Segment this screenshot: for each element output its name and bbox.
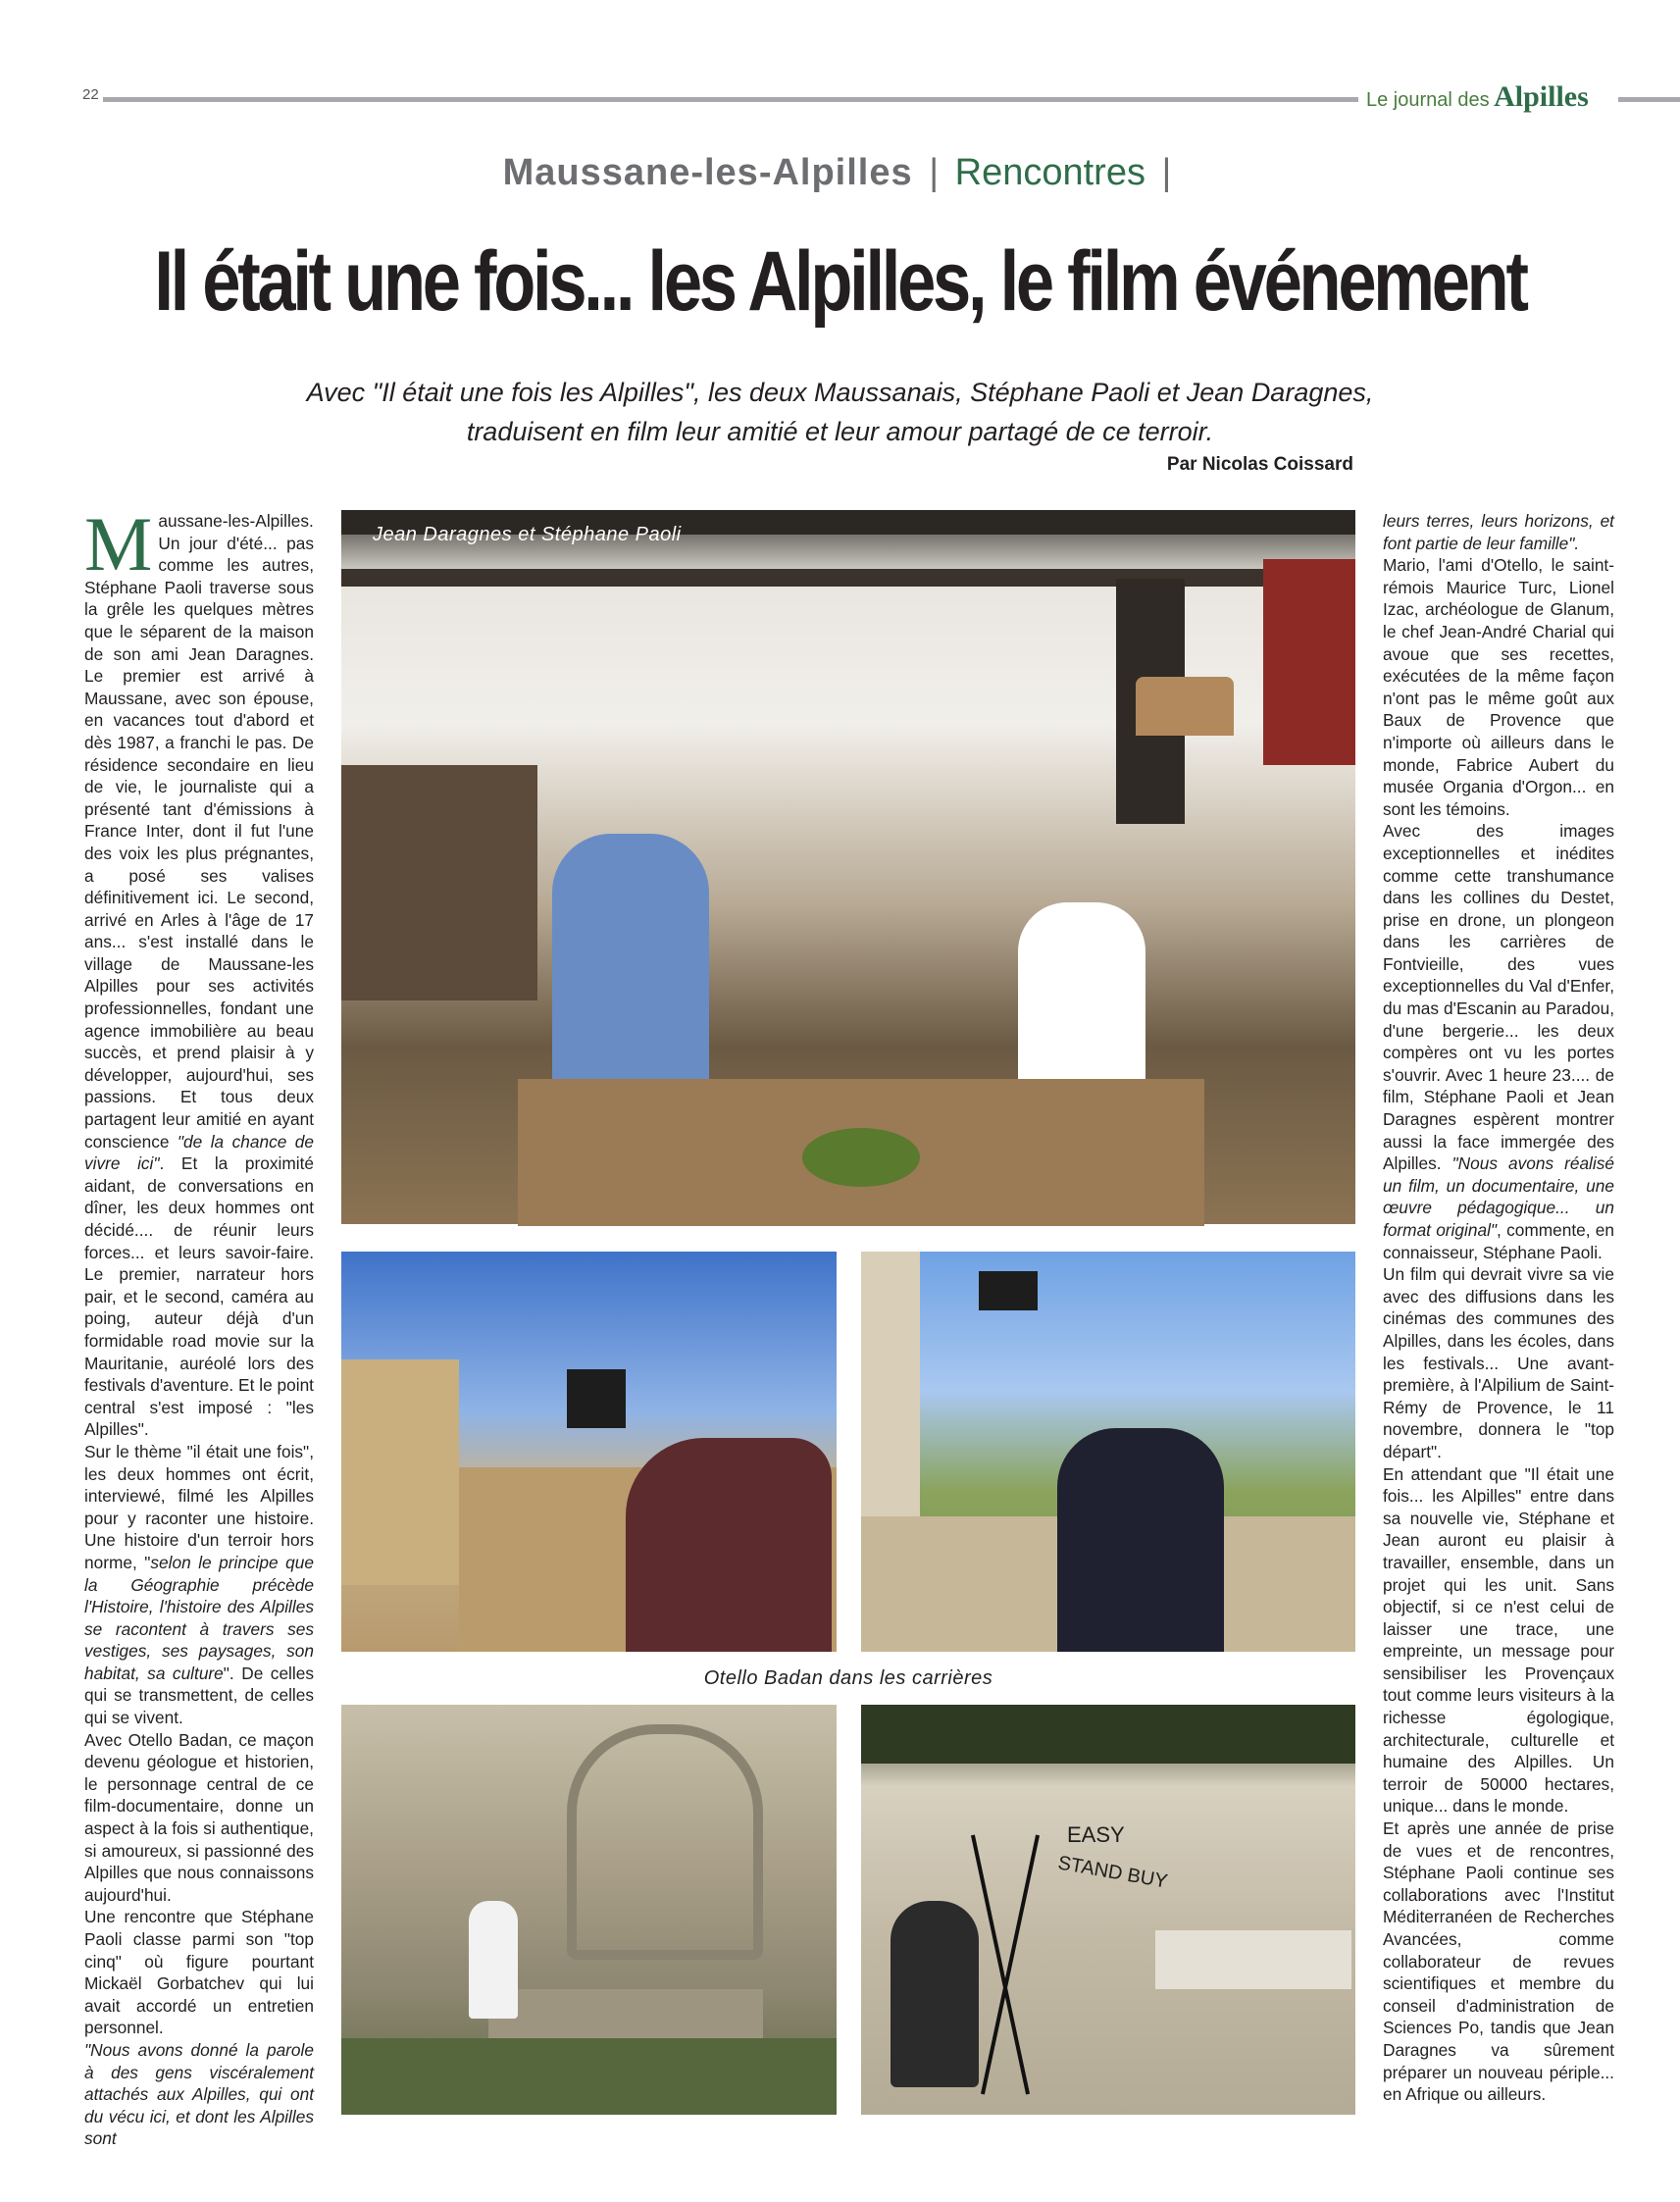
green-dish: [802, 1128, 920, 1187]
right-paragraph-3: [1383, 820, 1614, 1263]
left-paragraph-5: "Nous avons donné la parole à des gens viscéralement attachés aux Alpilles, qui ont du vécu ici, et dont les Alpilles sont: [84, 2039, 314, 2149]
photo-otello-gimbal: [341, 1252, 837, 1652]
section-separator: |: [929, 152, 940, 193]
left-p2-start: Sur le thème "il était une fois", les deux hommes ont écrit, interviewé, filmé les Alpilles pour y raconter une histoire. Une histoire d'un terroir hors norme, ": [84, 1441, 314, 1572]
lede-line-2: traduisent en film leur amitié et leur amour partagé de ce terroir.: [466, 417, 1214, 446]
graffiti-text: EASY: [1067, 1822, 1125, 1847]
dropcap: M: [84, 501, 153, 587]
stone-block: [1155, 1930, 1351, 1989]
tree-canopy: [861, 1705, 1355, 1764]
man-blue-shirt: [552, 834, 709, 1089]
lede-line-1: Avec "Il était une fois les Alpilles", les deux Maussanais, Stéphane Paoli et Jean Daragnes,: [306, 378, 1374, 407]
camera-rig: [979, 1271, 1038, 1310]
carved-niche: [567, 1724, 763, 1960]
camera-gimbal: [567, 1369, 626, 1428]
tripod-leg-left: [971, 1835, 1030, 2095]
right-paragraph-5: En attendant que "Il était une fois... les Alpilles" entre dans sa nouvelle vie, Stéphane et Jean auront eu plaisir à travailler, ensemble, dans un projet qui les unit. Sans objectif, si ce n'est celui de laisser une trace, une empreinte, un message pour sensibiliser les Provençaux tout comme leurs visiteurs à la richesse égologique, architecturale, culturelle et humaine des Alpilles. Un terroir de 50000 hectares, unique... dans le monde.: [1383, 1463, 1614, 1817]
tripod-leg-right: [981, 1835, 1040, 2095]
header-rule-left: [103, 97, 1358, 102]
man-seated: [469, 1901, 518, 2019]
right-paragraph-4: Un film qui devrait vivre sa vie avec des diffusions dans les cinémas des communes des Alpilles, dans les écoles, dans les festivals... Une avant-première, à l'Alpilium de Saint-Rémy de Provence, le 11 novembre, donnera le "top départ".: [1383, 1264, 1614, 1461]
left-p1-intro: aussane-les-Alpilles. Un jour d'été... pas comme les autres, Stéphane Paoli traverse sous la grêle les quelques mètres que le séparent de la maison de son ami Jean Daragnes. Le premier est arrivé à Maussane, avec son épouse, en vacances tout d'abord et dès 1987, a franchi le pas. De résidence secondaire en lieu de vie, le journaliste qui a présenté tant d'émissions à France Inter, dont il fut l'une des voix les plus prégnantes, a posé ses valises définitivement ici. Le second, arrivé en Arles à l'âge de 17 ans... s'est installé dans le village de Maussane-les Alpilles pour ses activités professionnelles, fondant une agence immobilière au beau succès, et prend plaisir à y développer, aujourd'hui, ses passions. Et tous deux partagent leur amitié en ayant conscience: [84, 511, 314, 1152]
left-p1-rest: . Et la proximité aidant, de conversations en dîner, les deux hommes ont décidé.... de réunir leurs forces... et leurs savoir-faire. Le premier, narrateur hors pair, et le second, caméra au poing, auteur déjà d'un formidable road movie sur la Mauritanie, auréolé lors des festivals d'aventure. Et le point central s'est imposé : "les Alpilles".: [84, 1153, 314, 1440]
vegetation: [341, 2038, 837, 2115]
right-column: [1383, 510, 1614, 2119]
stone-pillar: [861, 1252, 920, 1516]
left-paragraph-1: [84, 501, 314, 1441]
journal-name: Alpilles: [1494, 80, 1589, 113]
right-paragraph-6: Et après une année de prise de vues et de rencontres, Stéphane Paoli continue ses collaborations avec l'Institut Méditerranéen de Recherches Avancées, comme collaborateur de revues scientifiques et membre du conseil d'administration de Sciences Po, tandis que Jean Daragnes va sûrement préparer un nouveau périple... en Afrique ou ailleurs.: [1383, 1818, 1614, 2105]
man-white-shirt: [1018, 902, 1145, 1099]
left-p1-quote: "de la chance de vivre ici": [84, 1131, 314, 1174]
right-p3-start: Avec des images exceptionnelles et inédites comme cette transhumance dans les collines du Destet, prise en drone, un plongeon dans les carrières de Fontvieille, des vues exceptionnelles du Val d'Enfer, du mas d'Escanin au Paradou, d'une bergerie... les deux compères ont vu les portes s'ouvrir. Avec 1 heure 23.... de film, Stéphane Paoli et Jean Daragnes espèrent montrer aussi la face immergée des Alpilles.: [1383, 821, 1614, 1174]
right-p3-quote: "Nous avons réalisé un film, un documentaire, une œuvre pédagogique... un format original": [1383, 1153, 1614, 1240]
photo-jean-camera: [861, 1252, 1355, 1652]
byline: Par Nicolas Coissard: [1166, 454, 1353, 475]
section-separator-end: |: [1161, 152, 1172, 193]
wall-painting: [1263, 559, 1355, 765]
main-photo-caption: Jean Daragnes et Stéphane Paoli: [373, 524, 682, 545]
lamp-shade: [1136, 677, 1234, 736]
journal-prefix: Le journal des: [1366, 89, 1490, 111]
left-paragraph-3: Avec Otello Badan, ce maçon devenu géologue et historien, le personnage central de ce film-documentaire, donne un aspect à la fois si authentique, si amoureux, si passionné des Alpilles que nous connaissons aujourd'hui.: [84, 1729, 314, 1905]
journal-masthead: [1366, 80, 1589, 114]
photo-otello-rock: [341, 1705, 837, 2115]
article-lede: [294, 373, 1386, 451]
left-paragraph-4: Une rencontre que Stéphane Paoli classe parmi son "top cinq" où figure pourtant Mickaël Gorbatchev qui lui avait accordé un entretien personnel.: [84, 1907, 314, 2038]
left-paragraph-2: [84, 1441, 314, 1729]
article-title: Il était une fois... les Alpilles, le film événement: [154, 234, 1526, 329]
left-column: [84, 501, 314, 2149]
left-p2-end: ". De celles qui se transmettent, de celles qui se vivent.: [84, 1663, 314, 1728]
wall-beam: [341, 569, 1355, 587]
page-number: 22: [82, 86, 99, 103]
section-category: Rencontres: [954, 152, 1145, 193]
middle-caption: Otello Badan dans les carrières: [703, 1667, 993, 1689]
main-photo: [341, 510, 1355, 1224]
man-maroon-sweater: [626, 1438, 832, 1652]
desk-left: [341, 765, 537, 1000]
man-crouching: [891, 1901, 979, 2087]
header-rule-right: [1618, 97, 1680, 102]
photo-quarry-tripod: [861, 1705, 1355, 2115]
castle-tower: [341, 1359, 459, 1585]
right-paragraph-1: leurs terres, leurs horizons, et font partie de leur famille".: [1383, 511, 1614, 553]
section-kicker: [0, 152, 1680, 194]
left-p2-quote: selon le principe que la Géographie précède l'Histoire, l'histoire des Alpilles se racontent à travers ses vestiges, ses paysages, son habitat, sa culture: [84, 1552, 314, 1683]
section-town: Maussane-les-Alpilles: [502, 152, 913, 193]
right-p3-end: , commente, en connaisseur, Stéphane Paoli.: [1383, 1220, 1614, 1262]
man-black-vest: [1057, 1428, 1224, 1652]
graffiti-text-2: STAND BUY: [1056, 1852, 1170, 1893]
right-paragraph-2: Mario, l'ami d'Otello, le saint-rémois Maurice Turc, Lionel Izac, archéologue de Glanum, le chef Jean-André Charial qui avoue que ses recettes, exécutées de la même façon n'ont pas le même goût aux Baux de Provence que n'importe où ailleurs dans le monde, Fabrice Aubert du musée Organia d'Orgon... en sont les témoins.: [1383, 555, 1614, 819]
